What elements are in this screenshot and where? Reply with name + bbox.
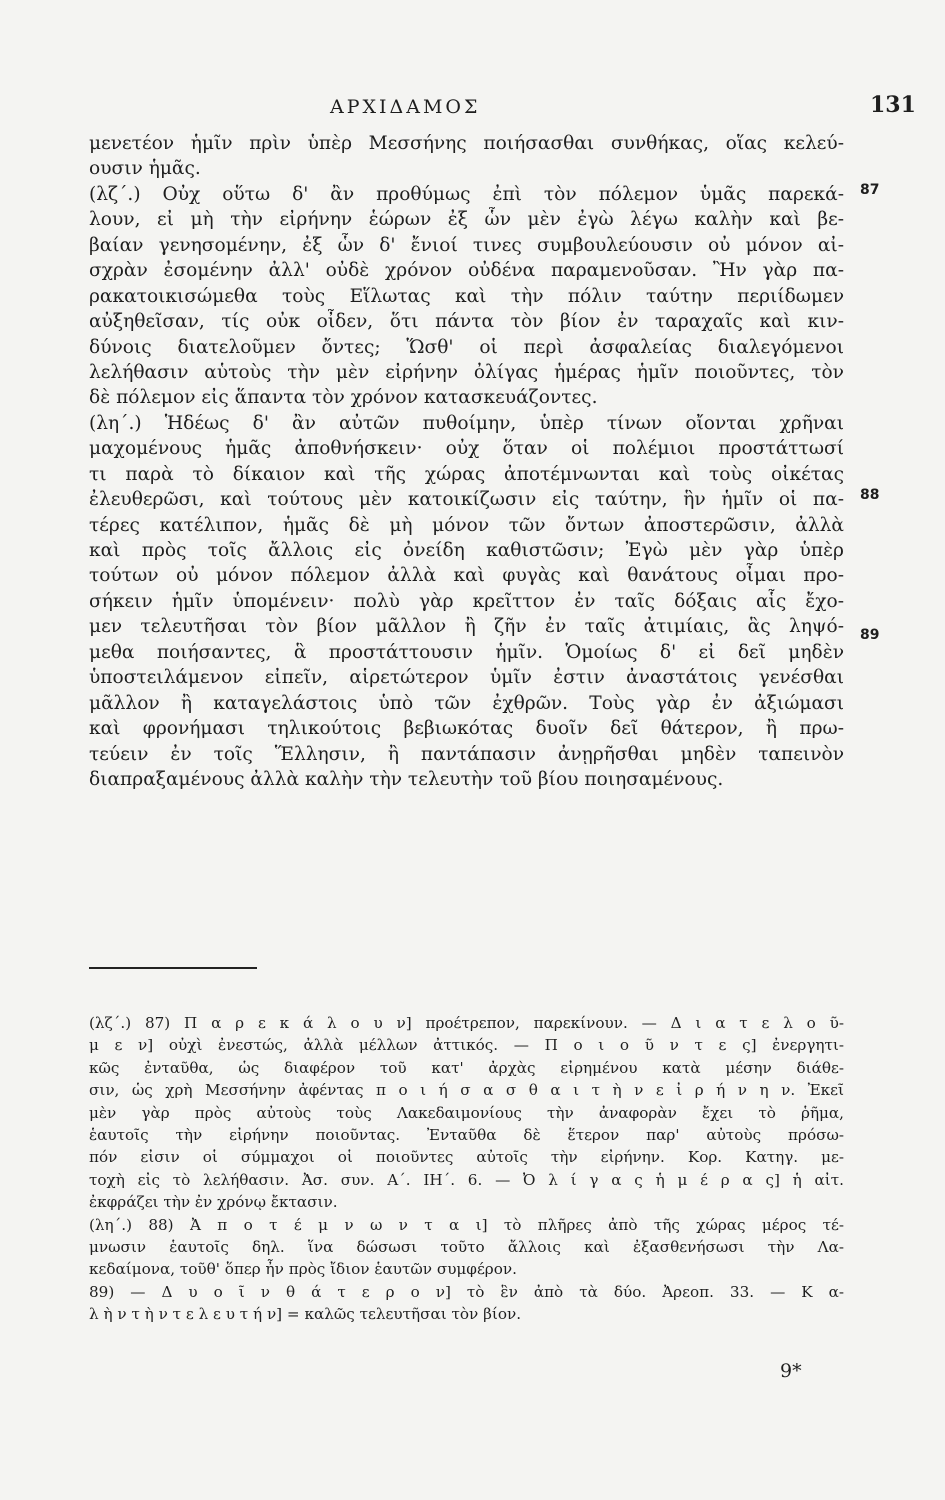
margin-number: 89 <box>860 627 880 643</box>
text-line: λελήθασιν αὑτοὺς τὴν μὲν εἰρήνην ὀλίγας ἡμέρας ἡμῖν ποιοῦντες, τὸν <box>89 361 844 383</box>
page-header <box>0 92 945 126</box>
footnote-line: (λη΄.) 88) Ἀ π ο τ έ μ ν ω ν τ α ι] τὸ πλῆρες ἀπὸ τῆς χώρας μέρος τέ- <box>89 1215 844 1234</box>
text-line: δύνοις διατελοῦμεν ὄντες; Ὥσθ' οἱ περὶ ἀσφαλείας διαλεγόμενοι <box>89 336 844 358</box>
footnote-line: μὲν γὰρ πρὸς αὐτοὺς τοὺς Λακεδαιμονίους τὴν ἀναφορὰν ἔχει τὸ ῥῆμα, <box>89 1103 844 1122</box>
footnote-line: ἑαυτοῖς τὴν εἰρήνην ποιοῦντας. Ἐνταῦθα δὲ ἕτερον παρ' αὐτοὺς πρόσω- <box>89 1125 844 1144</box>
footnote-line: μ ε ν] οὐχὶ ἐνεστώς, ἀλλὰ μέλλων ἀττικός. — Π ο ι ο ῦ ν τ ε ς] ἐνεργητι- <box>89 1036 844 1055</box>
text-line: τέρες κατέλιπον, ἡμᾶς δὲ μὴ μόνον τῶν ὄντων ἀποστερῶσιν, ἀλλὰ <box>89 514 844 536</box>
footnotes <box>89 1012 844 1325</box>
text-line: καὶ φρονήμασι τηλικούτοις βεβιωκότας δυοῖν δεῖ θάτερον, ἢ πρω- <box>89 718 844 740</box>
text-line: λουν, εἰ μὴ τὴν εἰρήνην ἑώρων ἐξ ὧν μὲν ἐγὼ λέγω καλὴν καὶ βε- <box>89 209 844 231</box>
text-line: μαχομένους ἡμᾶς ἀποθνήσκειν· οὐχ ὅταν οἱ πολέμιοι προστάττωσί <box>89 438 844 460</box>
text-line: μεν τελευτῆσαι τὸν βίον μᾶλλον ἢ ζῆν ἐν ταῖς ἀτιμίαις, ἃς ληψό- <box>89 616 844 638</box>
signature-mark: 9* <box>780 1360 802 1382</box>
margin-number: 88 <box>860 487 880 503</box>
text-line: ἐλευθερῶσι, καὶ τούτους μὲν κατοικίζωσιν εἰς ταύτην, ἣν ἡμῖν οἱ πα- <box>89 489 844 511</box>
margin-number: 87 <box>860 182 880 198</box>
footnote-line: κεδαίμονα, τοῦθ' ὅπερ ἦν πρὸς ἴδιον ἑαυτῶν συμφέρον. <box>89 1260 517 1279</box>
text-line: αὐξηθεῖσαν, τίς οὐκ οἶδεν, ὅτι πάντα τὸν βίον ἐν ταραχαῖς καὶ κιν- <box>89 311 844 333</box>
running-title: ΑΡΧΙΔΑΜΟΣ <box>330 96 481 118</box>
text-line: καὶ πρὸς τοῖς ἄλλοις εἰς ὀνείδη καθιστῶσιν; Ἐγὼ μὲν γὰρ ὑπὲρ <box>89 540 844 561</box>
text-line: ουσιν ἡμᾶς. <box>89 158 201 180</box>
footnote-line: ἐκφράζει τὴν ἐν χρόνῳ ἔκτασιν. <box>89 1193 338 1212</box>
text-line: βαίαν γενησομένην, ἐξ ὧν δ' ἔνιοί τινες συμβουλεύουσιν οὐ μόνον αἰ- <box>89 234 844 256</box>
text-line: τεύειν ἐν τοῖς Ἕλλησιν, ἢ παντάπασιν ἀνῃρῆσθαι μηδὲν ταπεινὸν <box>89 743 844 765</box>
footnote-line: τοχὴ εἰς τὸ λελήθασιν. Ἀσ. συν. Α΄. ΙΗ΄. 6. — Ὀ λ ί γ α ς ἡ μ έ ρ α ς] ἡ αἰτ. <box>89 1170 844 1189</box>
text-line: ρακατοικισώμεθα τοὺς Εἵλωτας καὶ τὴν πόλιν ταύτην περιίδωμεν <box>89 285 844 307</box>
footnote-line: 89) — Δ υ ο ῖ ν θ ά τ ε ρ ο ν] τὸ ἓν ἀπὸ τὰ δύο. Ἀρεοπ. 33. — Κ α- <box>89 1282 844 1301</box>
text-line: διαπραξαμένους ἀλλὰ καλὴν τὴν τελευτὴν τοῦ βίου ποιησαμένους. <box>89 768 724 790</box>
page-number: 131 <box>870 92 916 118</box>
footnote-line: πόν εἰσιν οἱ σύμμαχοι οἱ ποιοῦντες αὐτοῖς τὴν εἰρήνην. Κορ. Κατηγ. με- <box>89 1148 844 1167</box>
text-line: (λη΄.) Ἡδέως δ' ἂν αὐτῶν πυθοίμην, ὑπὲρ τίνων οἴονται χρῆναι <box>89 412 844 434</box>
text-line: μενετέον ἡμῖν πρὶν ὑπὲρ Μεσσήνης ποιήσασθαι συνθήκας, οἵας κελεύ- <box>89 133 844 154</box>
text-line: δὲ πόλεμον εἰς ἅπαντα τὸν χρόνον κατασκευάζοντες. <box>89 387 598 409</box>
text-line: ὑποστειλάμενον εἰπεῖν, αἱρετώτερον ὑμῖν ἐστιν ἀναστάτοις γενέσθαι <box>89 667 844 689</box>
main-text <box>89 131 844 792</box>
footnote-line: σιν, ὡς χρὴ Μεσσήνην ἀφέντας π ο ι ή σ α σ θ α ι τ ὴ ν ε ἰ ρ ή ν η ν. Ἐκεῖ <box>89 1081 844 1100</box>
text-line: μᾶλλον ἢ καταγελάστοις ὑπὸ τῶν ἐχθρῶν. Τοὺς γὰρ ἐν ἀξιώμασι <box>89 692 844 714</box>
text-line: σήκειν ἡμῖν ὑπομένειν· πολὺ γὰρ κρεῖττον ἐν ταῖς δόξαις αἷς ἔχο- <box>89 590 844 612</box>
footnote-line: λ ὴ ν τ ὴ ν τ ε λ ε υ τ ή ν] = καλῶς τελευτῆσαι τὸν βίον. <box>89 1305 522 1324</box>
footnote-line: μνωσιν ἑαυτοῖς δηλ. ἵνα δώσωσι τοῦτο ἄλλοις καὶ ἐξασθενήσωσι τὴν Λα- <box>89 1237 844 1256</box>
text-line: μεθα ποιήσαντες, ἃ προστάττουσιν ἡμῖν. Ὁμοίως δ' εἰ δεῖ μηδὲν <box>89 641 844 663</box>
text-line: τούτων οὐ μόνον πόλεμον ἀλλὰ καὶ φυγὰς καὶ θανάτους οἶμαι προ- <box>89 565 844 587</box>
footnote-line: (λζ΄.) 87) Π α ρ ε κ ά λ ο υ ν] προέτρεπον, παρεκίνουν. — Δ ι α τ ε λ ο ῦ- <box>89 1014 844 1032</box>
text-line: (λζ΄.) Οὐχ οὕτω δ' ἂν προθύμως ἐπὶ τὸν πόλεμον ὑμᾶς παρεκά- <box>89 183 844 205</box>
text-line: σχρὰν ἐσομένην ἀλλ' οὐδὲ χρόνον οὐδένα παραμενοῦσαν. Ἢν γὰρ πα- <box>89 260 844 282</box>
footnote-line: κῶς ἐνταῦθα, ὡς διαφέρον τοῦ κατ' ἀρχὰς εἰρημένου κατὰ μέσην διάθε- <box>89 1058 844 1077</box>
footnote-rule <box>89 967 257 969</box>
text-line: τι παρὰ τὸ δίκαιον καὶ τῆς χώρας ἀποτέμνωνται καὶ τοὺς οἰκέτας <box>89 463 844 485</box>
